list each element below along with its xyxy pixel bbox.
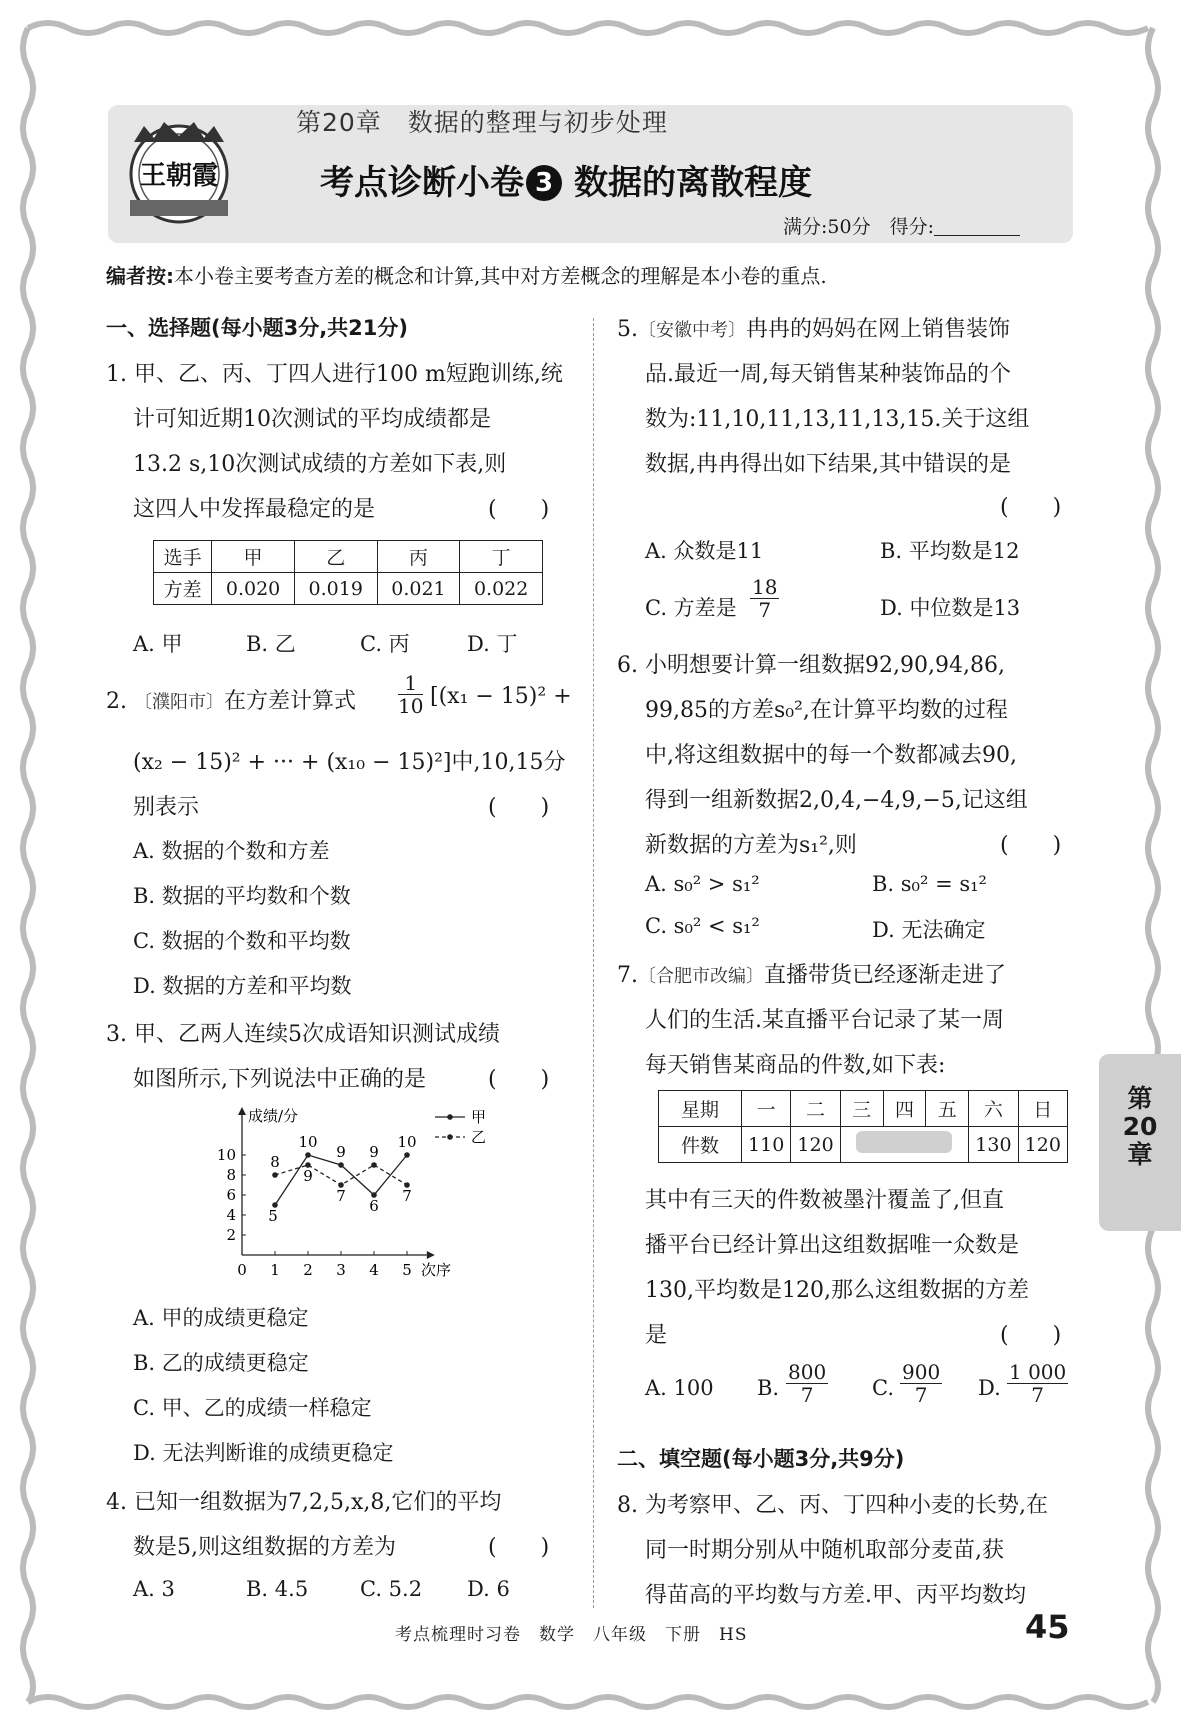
data-label: 9 bbox=[336, 1143, 346, 1161]
q5-option-b[interactable]: B. 平均数是12 bbox=[880, 539, 1020, 563]
q7-d-den: 7 bbox=[1031, 1383, 1044, 1407]
q1-line4: 这四人中发挥最稳定的是 bbox=[133, 497, 376, 522]
tab-line3: 章 bbox=[1127, 1140, 1153, 1169]
q5-line3: 数为:11,10,11,13,11,13,15.关于这组 bbox=[645, 407, 1030, 432]
y-tick-label: 6 bbox=[226, 1186, 236, 1204]
x-tick-label: 1 bbox=[270, 1261, 280, 1279]
data-point bbox=[404, 1152, 410, 1158]
q2-line2: (x₂ − 15)² + ··· + (x₁₀ − 15)²]中,10,15分 bbox=[133, 750, 566, 775]
q5-source: 〔安徽中考〕 bbox=[638, 320, 746, 341]
q7-after-line1: 其中有三天的件数被墨汁覆盖了,但直 bbox=[645, 1188, 1004, 1213]
q1-line3: 13.2 s,10次测试成绩的方差如下表,则 bbox=[133, 452, 507, 477]
data-label: 7 bbox=[402, 1187, 412, 1205]
q2-text: 在方差计算式 bbox=[224, 689, 357, 714]
legend-marker bbox=[447, 1134, 453, 1140]
q1-table bbox=[153, 540, 543, 605]
q7-after-line2: 播平台已经计算出这组数据唯一众数是 bbox=[645, 1233, 1020, 1258]
data-point bbox=[371, 1162, 377, 1168]
q5-option-c[interactable]: C. 方差是 bbox=[645, 596, 737, 620]
y-tick-label: 8 bbox=[226, 1166, 236, 1184]
q6-line1: 6. 小明想要计算一组数据92,90,94,86, bbox=[617, 653, 1005, 678]
q2-option-c[interactable]: C. 数据的个数和平均数 bbox=[133, 929, 351, 953]
data-label: 8 bbox=[270, 1153, 280, 1171]
q7-answer-bracket[interactable]: ( ) bbox=[1000, 1323, 1062, 1348]
q2-line1 bbox=[106, 684, 356, 715]
q1-td: 0.020 bbox=[212, 573, 295, 605]
q6-option-c[interactable]: C. s₀² < s₁² bbox=[645, 914, 760, 938]
q2-frac-num: 1 bbox=[398, 672, 423, 695]
q4-option-c[interactable]: C. 5.2 bbox=[360, 1577, 423, 1601]
q4-answer-bracket[interactable]: ( ) bbox=[488, 1535, 550, 1560]
q8-line1: 8. 为考察甲、乙、丙、丁四种小麦的长势,在 bbox=[617, 1493, 1048, 1518]
q5-option-c-fraction bbox=[750, 576, 779, 621]
q5-option-d[interactable]: D. 中位数是13 bbox=[880, 596, 1021, 620]
q5-answer-bracket[interactable]: ( ) bbox=[1000, 495, 1062, 520]
q1-option-b[interactable]: B. 乙 bbox=[246, 632, 296, 656]
q7-b-den: 7 bbox=[800, 1383, 814, 1407]
q1-answer-bracket[interactable]: ( ) bbox=[488, 497, 550, 522]
q2-option-b[interactable]: B. 数据的平均数和个数 bbox=[133, 884, 351, 908]
q8-line3: 得苗高的平均数与方差.甲、丙平均数均 bbox=[645, 1583, 1026, 1608]
legend-marker bbox=[447, 1114, 453, 1120]
title-main: 考点诊断小卷 bbox=[320, 163, 524, 203]
score-blank[interactable] bbox=[934, 217, 1020, 236]
q1-th: 丙 bbox=[377, 541, 460, 573]
legend-label: 甲 bbox=[471, 1108, 487, 1126]
q7-text: 直播带货已经逐渐走进了 bbox=[764, 963, 1007, 988]
q1-option-c[interactable]: C. 丙 bbox=[360, 632, 410, 656]
q7-th: 六 bbox=[969, 1091, 1018, 1127]
q7-after-line3: 130,平均数是120,那么这组数据的方差 bbox=[645, 1278, 1029, 1303]
q3-answer-bracket[interactable]: ( ) bbox=[488, 1067, 550, 1092]
q4-line2: 数是5,则这组数据的方差为 bbox=[133, 1535, 396, 1560]
q7-table bbox=[658, 1090, 1068, 1163]
data-label: 9 bbox=[303, 1167, 313, 1185]
q6-line5: 新数据的方差为s₁²,则 bbox=[645, 833, 857, 858]
q1-td: 0.022 bbox=[460, 573, 543, 605]
q3-option-a[interactable]: A. 甲的成绩更稳定 bbox=[133, 1306, 309, 1330]
q2-option-a[interactable]: A. 数据的个数和方差 bbox=[133, 839, 330, 863]
q7-line1 bbox=[617, 958, 1006, 989]
q8-line2: 同一时期分别从中随机取部分麦苗,获 bbox=[645, 1538, 1004, 1563]
x-tick-label: 2 bbox=[303, 1261, 313, 1279]
q1-line2: 计可知近期10次测试的平均成绩都是 bbox=[133, 407, 491, 432]
chapter-heading: 第20章 数据的整理与初步处理 bbox=[296, 108, 668, 137]
x-axis-arrow bbox=[427, 1251, 435, 1259]
data-label: 6 bbox=[369, 1197, 379, 1215]
data-label: 10 bbox=[298, 1133, 318, 1151]
q6-answer-bracket[interactable]: ( ) bbox=[1000, 833, 1062, 858]
q2-frac-den: 10 bbox=[398, 694, 424, 718]
q7-c-den: 7 bbox=[914, 1383, 928, 1407]
q7-after-line4: 是 bbox=[645, 1323, 668, 1348]
section2-heading: 二、填空题(每小题3分,共9分) bbox=[617, 1447, 905, 1471]
score-line bbox=[783, 212, 1020, 239]
q1-td: 0.019 bbox=[294, 573, 377, 605]
y-tick-label: 2 bbox=[226, 1226, 236, 1244]
q7-option-a[interactable]: A. 100 bbox=[645, 1376, 714, 1400]
q5-line4: 数据,冉冉得出如下结果,其中错误的是 bbox=[645, 452, 1011, 477]
editor-note-text: 本小卷主要考查方差的概念和计算,其中对方差概念的理解是本小卷的重点. bbox=[174, 264, 827, 288]
editor-note-label: 编者按: bbox=[106, 264, 174, 288]
q7-table-header-row bbox=[659, 1091, 1068, 1127]
q5-text: 冉冉的妈妈在网上销售装饰 bbox=[746, 317, 1011, 342]
data-point bbox=[338, 1162, 344, 1168]
q1-th: 选手 bbox=[154, 541, 212, 573]
q1-option-d[interactable]: D. 丁 bbox=[467, 632, 518, 656]
q1-th: 丁 bbox=[460, 541, 543, 573]
q6-line2: 99,85的方差s₀²,在计算平均数的过程 bbox=[645, 698, 1008, 723]
q7-td: 120 bbox=[1018, 1127, 1067, 1163]
data-label: 7 bbox=[336, 1187, 346, 1205]
q5-option-a[interactable]: A. 众数是11 bbox=[645, 539, 764, 563]
q3-line1: 3. 甲、乙两人连续5次成语知识测试成绩 bbox=[106, 1022, 500, 1047]
q7-td: 130 bbox=[969, 1127, 1018, 1163]
x-tick-label: 5 bbox=[402, 1261, 412, 1279]
page-number: 45 bbox=[1025, 1608, 1070, 1646]
q4-option-d[interactable]: D. 6 bbox=[467, 1577, 510, 1601]
y-axis-arrow bbox=[238, 1107, 246, 1115]
y-axis-label: 成绩/分 bbox=[248, 1107, 299, 1125]
q1-td: 0.021 bbox=[377, 573, 460, 605]
q4-option-b[interactable]: B. 4.5 bbox=[246, 1577, 309, 1601]
q2-number: 2. bbox=[106, 689, 127, 714]
section1-heading: 一、选择题(每小题3分,共21分) bbox=[106, 316, 409, 340]
q7-line2: 人们的生活.某直播平台记录了某一周 bbox=[645, 1008, 1004, 1033]
q5-frac-den: 7 bbox=[758, 598, 772, 622]
q7-c-num: 900 bbox=[902, 1360, 941, 1384]
q7-d-num: 1 000 bbox=[1009, 1360, 1067, 1384]
data-label: 10 bbox=[397, 1133, 417, 1151]
q7-line3: 每天销售某商品的件数,如下表: bbox=[645, 1053, 946, 1078]
title-number-badge: 3 bbox=[526, 165, 562, 201]
q4-line1: 4. 已知一组数据为7,2,5,x,8,它们的平均 bbox=[106, 1490, 502, 1515]
editor-note bbox=[106, 260, 827, 289]
q7-td: 120 bbox=[791, 1127, 840, 1163]
q7-th: 日 bbox=[1018, 1091, 1067, 1127]
q2-formula: [(x₁ − 15)² + bbox=[430, 684, 572, 709]
ink-blot bbox=[856, 1131, 952, 1153]
q6-option-a[interactable]: A. s₀² > s₁² bbox=[645, 872, 760, 896]
q5-line1 bbox=[617, 312, 1010, 343]
column-divider bbox=[593, 318, 594, 1608]
q7-option-b-fraction bbox=[786, 1361, 828, 1406]
x-tick-label: 4 bbox=[369, 1261, 379, 1279]
q1-td: 方差 bbox=[154, 573, 212, 605]
q7-option-c[interactable]: C. bbox=[872, 1376, 894, 1400]
q7-ink-covered-cells bbox=[840, 1127, 969, 1163]
q7-td: 110 bbox=[742, 1127, 791, 1163]
q7-option-b[interactable]: B. bbox=[757, 1376, 780, 1400]
q7-option-d-fraction bbox=[1007, 1361, 1068, 1406]
q2-option-d[interactable]: D. 数据的方差和平均数 bbox=[133, 974, 352, 998]
data-point bbox=[272, 1172, 278, 1178]
q7-number: 7. bbox=[617, 963, 638, 988]
x-axis-label: 次序 bbox=[421, 1261, 452, 1279]
q5-line2: 品.最近一周,每天销售某种装饰品的个 bbox=[645, 362, 1011, 387]
q7-source: 〔合肥市改编〕 bbox=[638, 966, 764, 987]
q7-option-d[interactable]: D. bbox=[978, 1376, 1001, 1400]
footer-text: 考点梳理时习卷 数学 八年级 下册 HS bbox=[395, 1625, 748, 1645]
q6-option-d[interactable]: D. 无法确定 bbox=[872, 918, 986, 942]
logo-seal bbox=[120, 112, 238, 230]
tab-line2: 20 bbox=[1122, 1112, 1158, 1141]
q1-table-row bbox=[154, 573, 543, 605]
q1-th: 乙 bbox=[294, 541, 377, 573]
q1-table-header-row bbox=[154, 541, 543, 573]
q7-b-num: 800 bbox=[788, 1360, 827, 1384]
score-label: 满分:50分 得分: bbox=[783, 216, 934, 238]
page-title bbox=[320, 155, 812, 204]
data-label: 9 bbox=[369, 1143, 379, 1161]
q2-line3: 别表示 bbox=[133, 795, 200, 820]
q3-line-chart bbox=[200, 1105, 530, 1295]
q2-fraction bbox=[398, 672, 423, 717]
q6-line3: 中,将这组数据中的每一个数都减去90, bbox=[645, 743, 1017, 768]
q3-option-c[interactable]: C. 甲、乙的成绩一样稳定 bbox=[133, 1396, 372, 1420]
q3-line2: 如图所示,下列说法中正确的是 bbox=[133, 1067, 426, 1092]
q2-answer-bracket[interactable]: ( ) bbox=[488, 795, 550, 820]
q7-th: 四 bbox=[883, 1091, 926, 1127]
y-tick-label: 10 bbox=[216, 1146, 236, 1164]
q5-frac-num: 18 bbox=[752, 575, 778, 599]
title-subtitle: 数据的离散程度 bbox=[574, 163, 812, 203]
q6-line4: 得到一组新数据2,0,4,−4,9,−5,记这组 bbox=[645, 788, 1028, 813]
data-label: 5 bbox=[268, 1207, 278, 1225]
q1-option-a[interactable]: A. 甲 bbox=[133, 632, 183, 656]
x-tick-label: 0 bbox=[237, 1261, 247, 1279]
legend-label: 乙 bbox=[471, 1128, 487, 1146]
q7-th: 五 bbox=[926, 1091, 969, 1127]
q7-table-row bbox=[659, 1127, 1068, 1163]
y-tick-label: 4 bbox=[226, 1206, 236, 1224]
q1-line1: 1. 甲、乙、丙、丁四人进行100 m短跑训练,统 bbox=[106, 362, 563, 387]
q7-th: 三 bbox=[840, 1091, 883, 1127]
q7-th: 一 bbox=[742, 1091, 791, 1127]
q1-th: 甲 bbox=[212, 541, 295, 573]
q2-source: 〔濮阳市〕 bbox=[134, 692, 224, 713]
q4-option-a[interactable]: A. 3 bbox=[133, 1577, 175, 1601]
q5-number: 5. bbox=[617, 317, 638, 342]
chapter-side-tab-text bbox=[1110, 1085, 1170, 1169]
q7-option-c-fraction bbox=[900, 1361, 942, 1406]
q3-option-d[interactable]: D. 无法判断谁的成绩更稳定 bbox=[133, 1441, 394, 1465]
q7-th: 二 bbox=[791, 1091, 840, 1127]
x-tick-label: 3 bbox=[336, 1261, 346, 1279]
svg-text:王朝霞: 王朝霞 bbox=[139, 161, 219, 191]
q7-th: 星期 bbox=[659, 1091, 742, 1127]
data-point bbox=[305, 1152, 311, 1158]
q7-td: 件数 bbox=[659, 1127, 742, 1163]
q3-option-b[interactable]: B. 乙的成绩更稳定 bbox=[133, 1351, 309, 1375]
q6-option-b[interactable]: B. s₀² = s₁² bbox=[872, 872, 987, 896]
tab-line1: 第 bbox=[1127, 1084, 1153, 1113]
